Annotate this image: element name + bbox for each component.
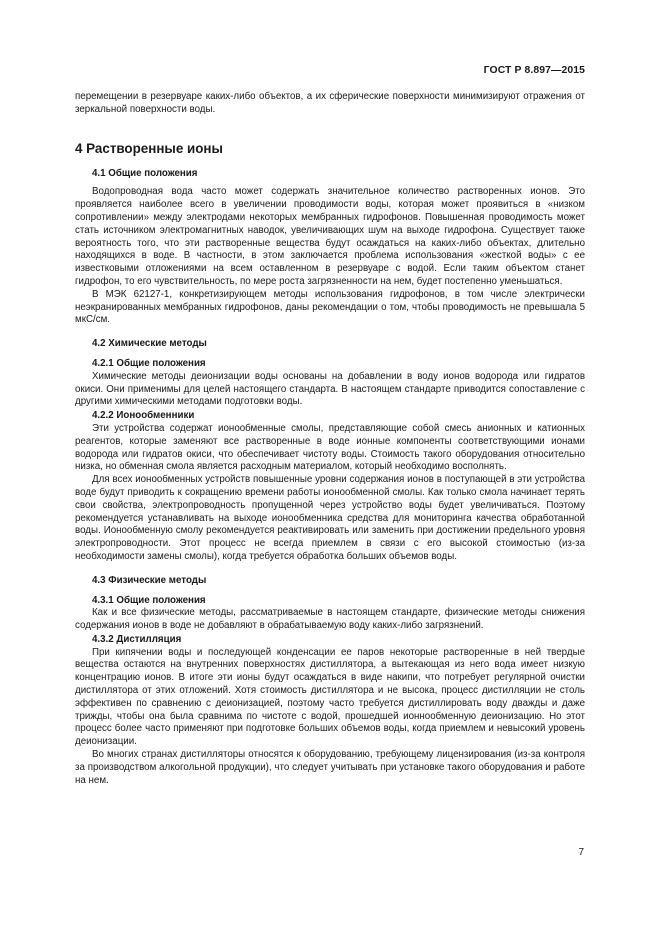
- section-4-3-2-paragraph-2: Во многих странах дистилляторы относятся к оборудованию, требующему лицензирования (из-за контроля за производством алкогольной продукции), что следует учитывать при установке такого оборудования и работе на нем.: [75, 749, 585, 786]
- section-4-3-1-title: 4.3.1 Общие положения: [92, 594, 206, 606]
- section-4-3-2-paragraph-1: При кипячении воды и последующей конденсации ее паров некоторые растворенные в ней твердые вещества остаются на внутренних поверхностях дистиллятора, а вытекающая из него вода имеет низкую концентрацию ионов. В итоге эти ионы будут осаждаться в виде накипи, что потребует регулярной очистки дистиллятора от этих отложений. Хотя стоимость дистиллятора и не высока, процесс дистилляции не столь эффективен по сравнению с деионизацией, поэтому часто требуется дистиллировать воду дважды и даже трижды, чтобы она была сравнима по чистоте с водой, прошедшей ионнообменную деионизацию. Но этот процесс более часто применяют при подготовке больших объемов воды, когда приемлем и невысокий уровень деионизации.: [75, 646, 585, 748]
- section-4-2-1-paragraph: Химические методы деионизации воды основаны на добавлении в воду ионов водорода или гидратов окиси. Они применимы для целей настоящего стандарта. В настоящем стандарте приводится сопоставление с другими химическими методами подготовки воды.: [75, 370, 585, 408]
- section-4-1-title: 4.1 Общие положения: [92, 167, 198, 179]
- document-body: [75, 91, 585, 787]
- section-4-3-1-paragraph: Как и все физические методы, рассматриваемые в настоящем стандарте, физические методы снижения содержания ионов в воде не добавляют в обрабатываемую воду каких-либо загрязнений.: [75, 607, 585, 632]
- standard-header: ГОСТ Р 8.897—2015: [483, 65, 585, 76]
- section-4-2-2-title: 4.2.2 Ионообменники: [92, 410, 195, 422]
- section-4-title: 4 Растворенные ионы: [75, 140, 223, 156]
- section-4-3-title: 4.3 Физические методы: [92, 574, 207, 586]
- section-4-1-paragraph-2: В МЭК 62127-1, конкретизирующем методы использования гидрофонов, в том числе электрически неэкранированных мембранных гидрофонов, даны рекомендации о том, чтобы проводимость не превышала 5 мкС/см.: [75, 288, 585, 326]
- page-number: 7: [578, 847, 584, 858]
- section-4-2-1-title: 4.2.1 Общие положения: [92, 357, 206, 369]
- section-4-3-2-title: 4.3.2 Дистилляция: [92, 633, 182, 645]
- section-4-2-title: 4.2 Химические методы: [92, 338, 207, 350]
- section-4-2-2-paragraph-1: Эти устройства содержат ионообменные смолы, представляющие собой смесь анионных и катионных реагентов, которые заменяют все растворенные в воде ионные компоненты соответствующими ионами водорода или гидратов окиси, что обеспечивает чистоту воды. Стоимость такого оборудования относительно низка, но обменная смола является расходным материалом, который необходимо восполнять.: [75, 422, 585, 473]
- section-4-2-2-paragraph-2: Для всех ионообменных устройств повышенные уровни содержания ионов в поступающей в эти устройства воде будут приводить к сокращению времени работы ионообменной смолы. Как только смола начинает терять свои свойства, электропроводность пропущенной через устройство воды будет увеличиваться. Поэтому рекомендуется устанавливать на выходе ионообменника средства для мониторинга качества обработанной воды. Ионообменную смолу рекомендуется реактивировать или заменить при достижении предельного уровня электропроводности. Этот процесс не всегда приемлем в связи с его высокой стоимостью (из-за необходимости замены смолы), когда требуется обработка больших объемов воды.: [75, 474, 585, 562]
- intro-paragraph: перемещении в резервуаре каких-либо объектов, а их сферические поверхности минимизируют отражения от зеркальной поверхности воды.: [75, 91, 585, 115]
- section-4-1-paragraph-1: Водопроводная вода часто может содержать значительное количество растворенных ионов. Это проявляется наиболее всего в увеличении проводимости воды, которая может проявиться в «низком сопротивлении» между электродами некоторых мембранных гидрофонов. Повышенная проводимость может стать источником электромагнитных наводок, увеличивающих шум на выходе гидрофона. Существует также вероятность того, что эти растворенные вещества будут осаждаться на каких-либо объектах, длительно находящихся в воде. В частности, в этом заключается проблема использования «жесткой воды» с ее известковыми отложениями на всем оставленном в резервуаре с водой. Если таким объектом станет гидрофон, то его чувствительность, по мере роста загрязненности на нем, будет постепенно уменьшаться.: [75, 186, 585, 287]
